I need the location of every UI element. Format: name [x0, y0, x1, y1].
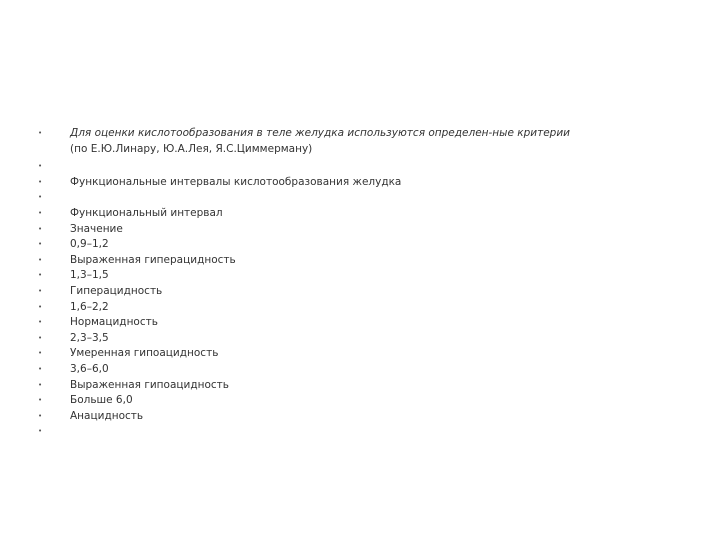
row-value-item [38, 268, 678, 284]
row-meaning-item [38, 409, 678, 425]
row-value-item [38, 237, 678, 253]
row-meaning-item [38, 378, 678, 394]
bullet-dot: • [38, 208, 43, 217]
bullet-dot: • [38, 193, 43, 202]
intervals-heading-item [38, 175, 678, 191]
bullet-dot: • [38, 364, 43, 373]
bullet-dot: • [38, 380, 43, 389]
row-value-item [38, 393, 678, 409]
bullet-dot: • [38, 318, 43, 327]
header-interval-item [38, 206, 678, 222]
bullet-dot: • [38, 177, 43, 186]
bullet-dot: • [38, 162, 43, 171]
bullet-dot: • [38, 129, 43, 137]
row-value: Больше 6,0 [70, 394, 133, 407]
row-value-item [38, 331, 678, 347]
row-meaning-item [38, 284, 678, 300]
bullet-dot: • [38, 224, 43, 233]
bullet-dot: • [38, 333, 43, 342]
empty-item [38, 424, 678, 440]
empty-item [38, 190, 678, 206]
row-meaning: Анацидность [70, 409, 144, 422]
intro-authors: (по Е.Ю.Линару, Ю.А.Лея, Я.С.Циммерману) [70, 142, 313, 155]
row-value: 1,6–2,2 [70, 300, 109, 313]
bullet-dot: • [38, 255, 43, 264]
bullet-dot: • [38, 240, 43, 249]
row-meaning-item [38, 315, 678, 331]
row-meaning: Выраженная гиперацидность [70, 253, 236, 266]
empty-item [38, 159, 678, 175]
row-value: 1,3–1,5 [70, 269, 109, 282]
intro-text: Для оценки кислотообразования в теле желудка используются определен-ные критерии [70, 127, 570, 139]
row-value: 3,6–6,0 [70, 362, 109, 375]
row-meaning: Нормацидность [70, 316, 158, 329]
bullet-dot: • [38, 286, 43, 295]
header-meaning-item [38, 222, 678, 238]
bullet-dot: • [38, 427, 43, 436]
row-meaning-item [38, 346, 678, 362]
row-meaning: Умеренная гипоацидность [70, 347, 219, 360]
bullet-dot: • [38, 271, 43, 280]
row-meaning: Гиперацидность [70, 284, 163, 297]
row-meaning-item [38, 253, 678, 269]
row-value-item [38, 362, 678, 378]
bullet-dot: • [38, 349, 43, 358]
row-meaning: Выраженная гипоацидность [70, 378, 229, 391]
row-value: 0,9–1,2 [70, 238, 109, 251]
bullet-dot: • [38, 302, 43, 311]
intervals-heading: Функциональные интервалы кислотообразования желудка [70, 175, 402, 188]
intro-item [38, 126, 678, 159]
header-interval: Функциональный интервал [70, 206, 223, 219]
header-meaning: Значение [70, 222, 123, 235]
row-value: 2,3–3,5 [70, 331, 109, 344]
bullet-dot: • [38, 411, 43, 420]
bullet-dot: • [38, 396, 43, 405]
bullet-list [38, 126, 678, 440]
row-value-item [38, 300, 678, 316]
